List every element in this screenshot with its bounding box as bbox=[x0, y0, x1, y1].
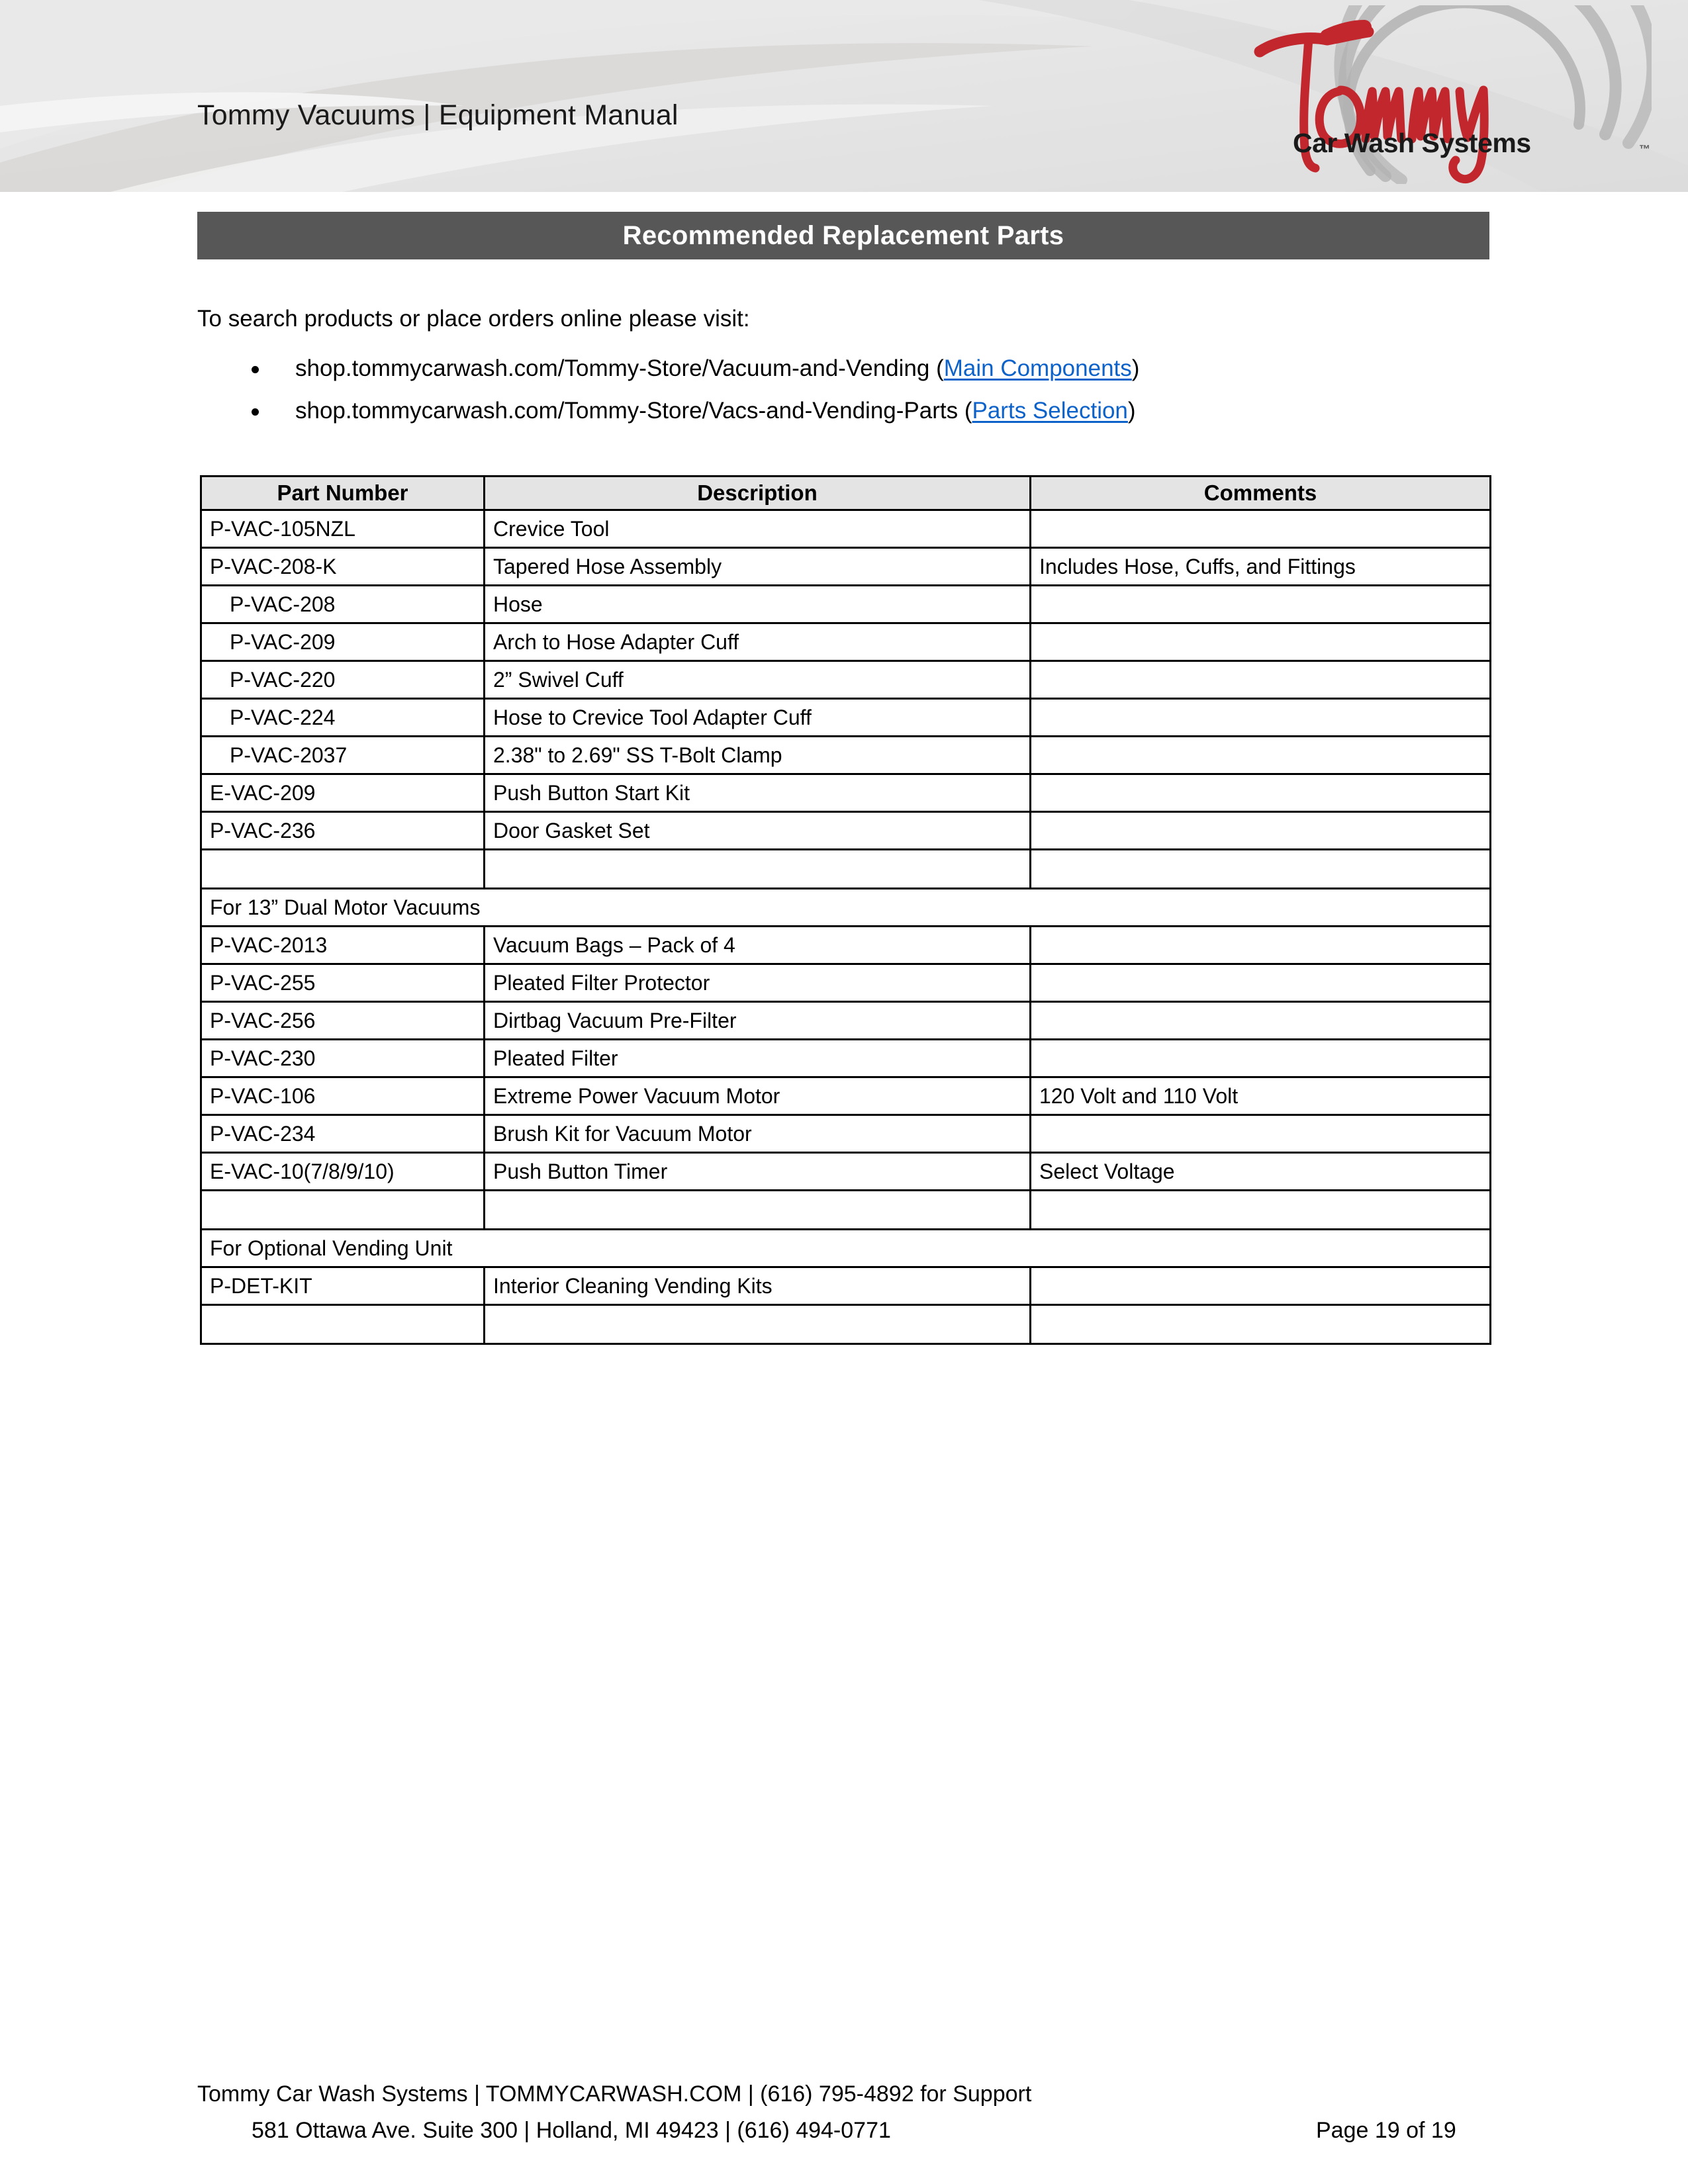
parts-selection-link[interactable]: Parts Selection bbox=[972, 398, 1128, 424]
tommy-car-wash-systems-logo bbox=[1228, 5, 1652, 184]
cell-description bbox=[485, 1305, 1031, 1344]
cell-comments bbox=[1031, 1040, 1491, 1077]
list-item bbox=[197, 347, 1495, 390]
store-url-text: shop.tommycarwash.com/Tommy-Store/Vacuum-and-Vending ( bbox=[295, 355, 944, 381]
cell-comments bbox=[1031, 850, 1491, 889]
recommended-replacement-parts-table bbox=[200, 475, 1491, 1345]
table-row bbox=[201, 661, 1491, 699]
table-blank-row bbox=[201, 1305, 1491, 1344]
cell-description: Vacuum Bags – Pack of 4 bbox=[485, 927, 1031, 964]
cell-part-number: P-VAC-2013 bbox=[201, 927, 485, 964]
column-header-comments: Comments bbox=[1031, 477, 1491, 510]
cell-part-number: P-VAC-208-K bbox=[201, 548, 485, 586]
store-links-list bbox=[197, 347, 1495, 432]
cell-part-number: P-VAC-209 bbox=[201, 623, 485, 661]
page-title: Tommy Vacuums | Equipment Manual bbox=[197, 99, 679, 131]
cell-comments bbox=[1031, 774, 1491, 812]
cell-part-number: P-DET-KIT bbox=[201, 1267, 485, 1305]
list-item bbox=[197, 390, 1495, 432]
cell-description: 2.38" to 2.69" SS T-Bolt Clamp bbox=[485, 737, 1031, 774]
cell-comments bbox=[1031, 586, 1491, 623]
table-row bbox=[201, 1040, 1491, 1077]
cell-description: Push Button Start Kit bbox=[485, 774, 1031, 812]
cell-part-number: P-VAC-255 bbox=[201, 964, 485, 1002]
cell-part-number: P-VAC-256 bbox=[201, 1002, 485, 1040]
cell-part-number bbox=[201, 1305, 485, 1344]
table-row bbox=[201, 1115, 1491, 1153]
cell-comments bbox=[1031, 737, 1491, 774]
table-row bbox=[201, 548, 1491, 586]
cell-comments bbox=[1031, 661, 1491, 699]
table-group-row bbox=[201, 1230, 1491, 1267]
cell-description bbox=[485, 850, 1031, 889]
cell-part-number: P-VAC-236 bbox=[201, 812, 485, 850]
table-body bbox=[201, 510, 1491, 1344]
main-components-link[interactable]: Main Components bbox=[943, 355, 1132, 381]
column-header-part-number: Part Number bbox=[201, 477, 485, 510]
cell-part-number: P-VAC-230 bbox=[201, 1040, 485, 1077]
intro-lead-text: To search products or place orders online please visit: bbox=[197, 306, 750, 332]
table-group-row bbox=[201, 889, 1491, 927]
cell-comments bbox=[1031, 510, 1491, 548]
cell-part-number: P-VAC-106 bbox=[201, 1077, 485, 1115]
cell-part-number: P-VAC-224 bbox=[201, 699, 485, 737]
section-banner bbox=[197, 212, 1489, 259]
cell-part-number: E-VAC-10(7/8/9/10) bbox=[201, 1153, 485, 1191]
table-header-row bbox=[201, 477, 1491, 510]
table-row bbox=[201, 737, 1491, 774]
cell-description: Arch to Hose Adapter Cuff bbox=[485, 623, 1031, 661]
table-row bbox=[201, 927, 1491, 964]
cell-description: 2” Swivel Cuff bbox=[485, 661, 1031, 699]
group-label: For 13” Dual Motor Vacuums bbox=[201, 889, 1491, 927]
cell-description: Crevice Tool bbox=[485, 510, 1031, 548]
cell-description: Push Button Timer bbox=[485, 1153, 1031, 1191]
page-header-band bbox=[0, 0, 1688, 192]
table-row bbox=[201, 1267, 1491, 1305]
table-row bbox=[201, 964, 1491, 1002]
cell-comments bbox=[1031, 1115, 1491, 1153]
cell-part-number: P-VAC-105NZL bbox=[201, 510, 485, 548]
page-footer bbox=[197, 2081, 1495, 2154]
bullet-dot-icon bbox=[252, 366, 259, 373]
table-row bbox=[201, 623, 1491, 661]
logo-tagline-text: Car Wash Systems bbox=[1293, 128, 1531, 158]
cell-description: Door Gasket Set bbox=[485, 812, 1031, 850]
cell-description: Tapered Hose Assembly bbox=[485, 548, 1031, 586]
cell-part-number: E-VAC-209 bbox=[201, 774, 485, 812]
cell-comments: Includes Hose, Cuffs, and Fittings bbox=[1031, 548, 1491, 586]
footer-address-line: 581 Ottawa Ave. Suite 300 | Holland, MI 49423 | (616) 494-0771 bbox=[252, 2118, 891, 2143]
table-row bbox=[201, 699, 1491, 737]
cell-description: Hose bbox=[485, 586, 1031, 623]
cell-comments: 120 Volt and 110 Volt bbox=[1031, 1077, 1491, 1115]
cell-part-number: P-VAC-2037 bbox=[201, 737, 485, 774]
cell-comments: Select Voltage bbox=[1031, 1153, 1491, 1191]
cell-comments bbox=[1031, 927, 1491, 964]
cell-description: Pleated Filter bbox=[485, 1040, 1031, 1077]
url-suffix: ) bbox=[1127, 398, 1136, 424]
cell-description: Brush Kit for Vacuum Motor bbox=[485, 1115, 1031, 1153]
cell-description: Extreme Power Vacuum Motor bbox=[485, 1077, 1031, 1115]
table-blank-row bbox=[201, 1191, 1491, 1230]
cell-comments bbox=[1031, 812, 1491, 850]
cell-description bbox=[485, 1191, 1031, 1230]
table-blank-row bbox=[201, 850, 1491, 889]
cell-part-number: P-VAC-220 bbox=[201, 661, 485, 699]
cell-comments bbox=[1031, 1305, 1491, 1344]
table-row bbox=[201, 1002, 1491, 1040]
bullet-dot-icon bbox=[252, 408, 259, 416]
trademark-symbol: ™ bbox=[1639, 143, 1650, 156]
page-number-label: Page 19 of 19 bbox=[1316, 2118, 1456, 2143]
cell-description: Dirtbag Vacuum Pre-Filter bbox=[485, 1002, 1031, 1040]
cell-part-number: P-VAC-234 bbox=[201, 1115, 485, 1153]
logo-artwork bbox=[1228, 5, 1652, 184]
table-row bbox=[201, 1077, 1491, 1115]
cell-description: Pleated Filter Protector bbox=[485, 964, 1031, 1002]
table-row bbox=[201, 586, 1491, 623]
cell-comments bbox=[1031, 964, 1491, 1002]
cell-part-number bbox=[201, 1191, 485, 1230]
table-row bbox=[201, 510, 1491, 548]
column-header-description: Description bbox=[485, 477, 1031, 510]
cell-comments bbox=[1031, 1267, 1491, 1305]
table-row bbox=[201, 1153, 1491, 1191]
cell-comments bbox=[1031, 1002, 1491, 1040]
cell-description: Interior Cleaning Vending Kits bbox=[485, 1267, 1031, 1305]
cell-description: Hose to Crevice Tool Adapter Cuff bbox=[485, 699, 1031, 737]
cell-part-number: P-VAC-208 bbox=[201, 586, 485, 623]
cell-part-number bbox=[201, 850, 485, 889]
cell-comments bbox=[1031, 1191, 1491, 1230]
cell-comments bbox=[1031, 699, 1491, 737]
store-url-text: shop.tommycarwash.com/Tommy-Store/Vacs-and-Vending-Parts ( bbox=[295, 398, 972, 424]
footer-company-line: Tommy Car Wash Systems | TOMMYCARWASH.COM | (616) 795-4892 for Support bbox=[197, 2081, 1032, 2107]
table-row bbox=[201, 774, 1491, 812]
table-row bbox=[201, 812, 1491, 850]
list-item-content bbox=[295, 390, 1136, 432]
section-banner-title: Recommended Replacement Parts bbox=[622, 220, 1064, 250]
group-label: For Optional Vending Unit bbox=[201, 1230, 1491, 1267]
url-suffix: ) bbox=[1131, 355, 1140, 381]
list-item-content bbox=[295, 347, 1139, 390]
cell-comments bbox=[1031, 623, 1491, 661]
